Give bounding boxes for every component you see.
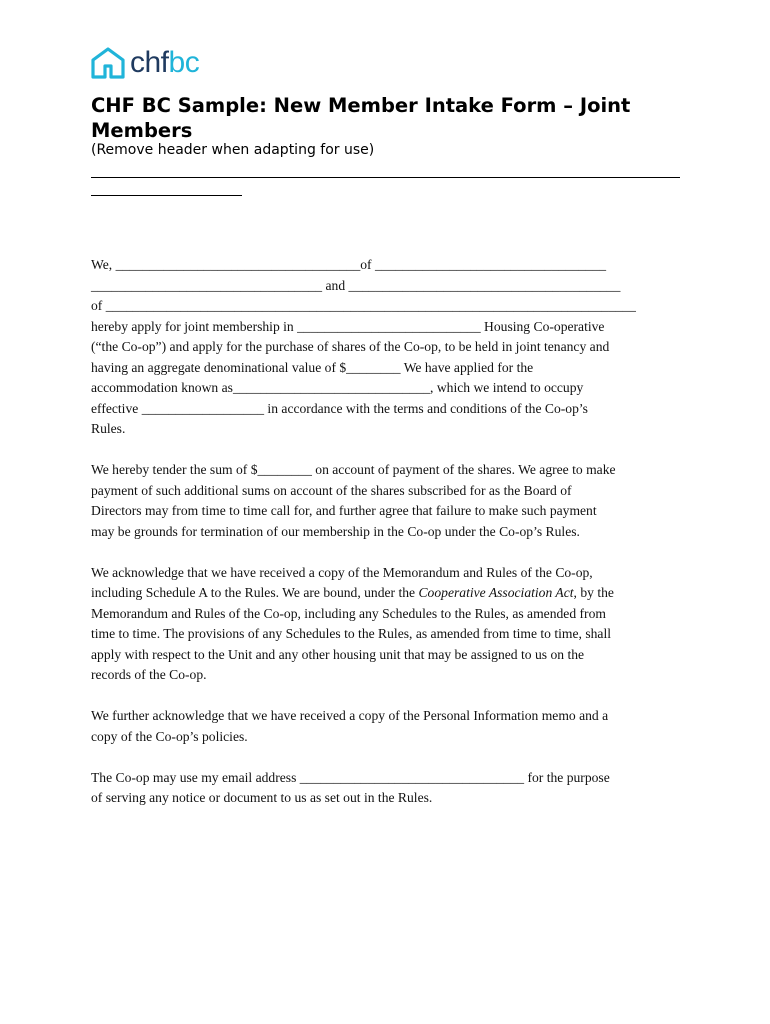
acknowledgement-paragraph [91,563,681,686]
application-paragraph: We, ____________________________________of __________________________________ __________________________________ and ________________________________________ of ______________________________________________________________________________ hereby apply for joint membership in ___________________________ Housing Co-operative (“the Co-op”) and apply for the purchase of shares of the Co-op, to be held in joint tenancy and having an aggregate denominational value of $________ We have applied for the accommodation known as_____________________________, which we intend to occupy effective __________________ in accordance with the terms and conditions of the Co-op’s Rules. [91,257,636,436]
payment-paragraph: We hereby tender the sum of $________ on account of payment of the shares. We agree to make payment of such additional sums on account of the shares subscribed for as the Board of Directors may from time to time call for, and further agree that failure to make such payment may be grounds for termination of our membership in the Co-op under the Co-op’s Rules. [91,462,616,539]
header-divider-short [91,195,242,196]
logo-text-chf: chf [130,46,169,79]
logo-text-bc: bc [168,46,200,79]
form-body [91,255,681,829]
act-name: Cooperative Association Act [418,585,574,600]
header-divider [91,177,680,178]
chf-bc-logo [90,45,199,81]
acknowledgement-text-b: , by the Memorandum and Rules of the Co-op, including any Schedules to the Rules, as amended from time to time. The provisions of any Schedules to the Rules, as amended from time to time, shall apply with respect to the Unit and any other housing unit that may be assigned to us on the records of the Co-op. [91,585,614,682]
page-title: CHF BC Sample: New Member Intake Form – Joint Members [91,94,631,142]
page-subtitle: (Remove header when adapting for use) [91,142,375,158]
house-outline-icon [90,46,126,80]
policies-paragraph: We further acknowledge that we have received a copy of the Personal Information memo and a copy of the Co-op’s policies. [91,708,609,744]
acknowledgement-text-a: We acknowledge that we have received a copy of the Memorandum and Rules of the Co-op, including Schedule A to the Rules. We are bound, under the [91,564,593,600]
logo-wordmark [130,48,199,78]
email-paragraph: The Co-op may use my email address _________________________________ for the purpose of serving any notice or document to us as set out in the Rules. [91,769,610,805]
